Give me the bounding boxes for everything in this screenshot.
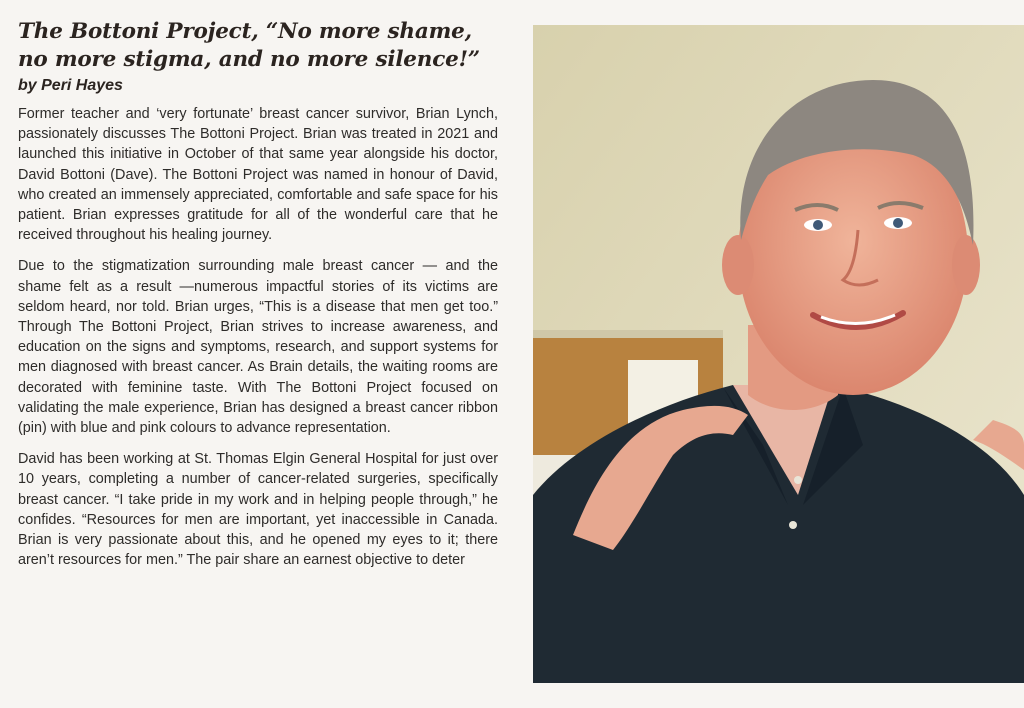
byline: by Peri Hayes (18, 77, 123, 94)
paragraph-2: Due to the stigmatization surrounding male breast cancer — and the shame felt as a result —numerous impactful stories of its victims are seldom heard, nor told. Brian urges, “This is a disease that men get too.” Through The Bottoni Project, Brian strives to increase awareness, and education on the signs and symptoms, research, and support systems for men diagnosed with breast cancer. As Brain details, the waiting rooms are decorated with feminine taste. With The Bottoni Project focused on validating the male experience, Brian has designed a breast cancer ribbon (pin) with blue and pink colours to advance representation. (18, 258, 498, 437)
paragraph-1: Former teacher and ‘very fortunate’ breast cancer survivor, Brian Lynch, passionately discusses The Bottoni Project. Brian was treated in 2021 and launched this initiative in October of that same year alongside his doctor, David Bottoni (Dave). The Bottoni Project was named in honour of David, who created an immensely appreciated, comfortable and safe space for his patient. Brian expresses gratitude for all of the wonderful care that he received throughout his healing journey. (18, 106, 498, 244)
paragraph-3: David has been working at St. Thomas Elgin General Hospital for just over 10 years, completing a number of cancer-related surgeries, specifically breast cancer. “I take pride in my work and in helping people through,” he confides. “Resources for men are important, yet inaccessible in Canada. Brian is very passionate about this, and he opened my eyes to it; there aren’t resources for men.” The pair share an earnest objective to deter (18, 451, 498, 569)
portrait-photo (533, 25, 1024, 683)
article (18, 18, 498, 581)
headline-line-1: The Bottoni Project, “No more shame, (18, 19, 472, 44)
headline-line-2: no more stigma, and no more silence!” (18, 47, 480, 72)
headline (18, 18, 498, 74)
